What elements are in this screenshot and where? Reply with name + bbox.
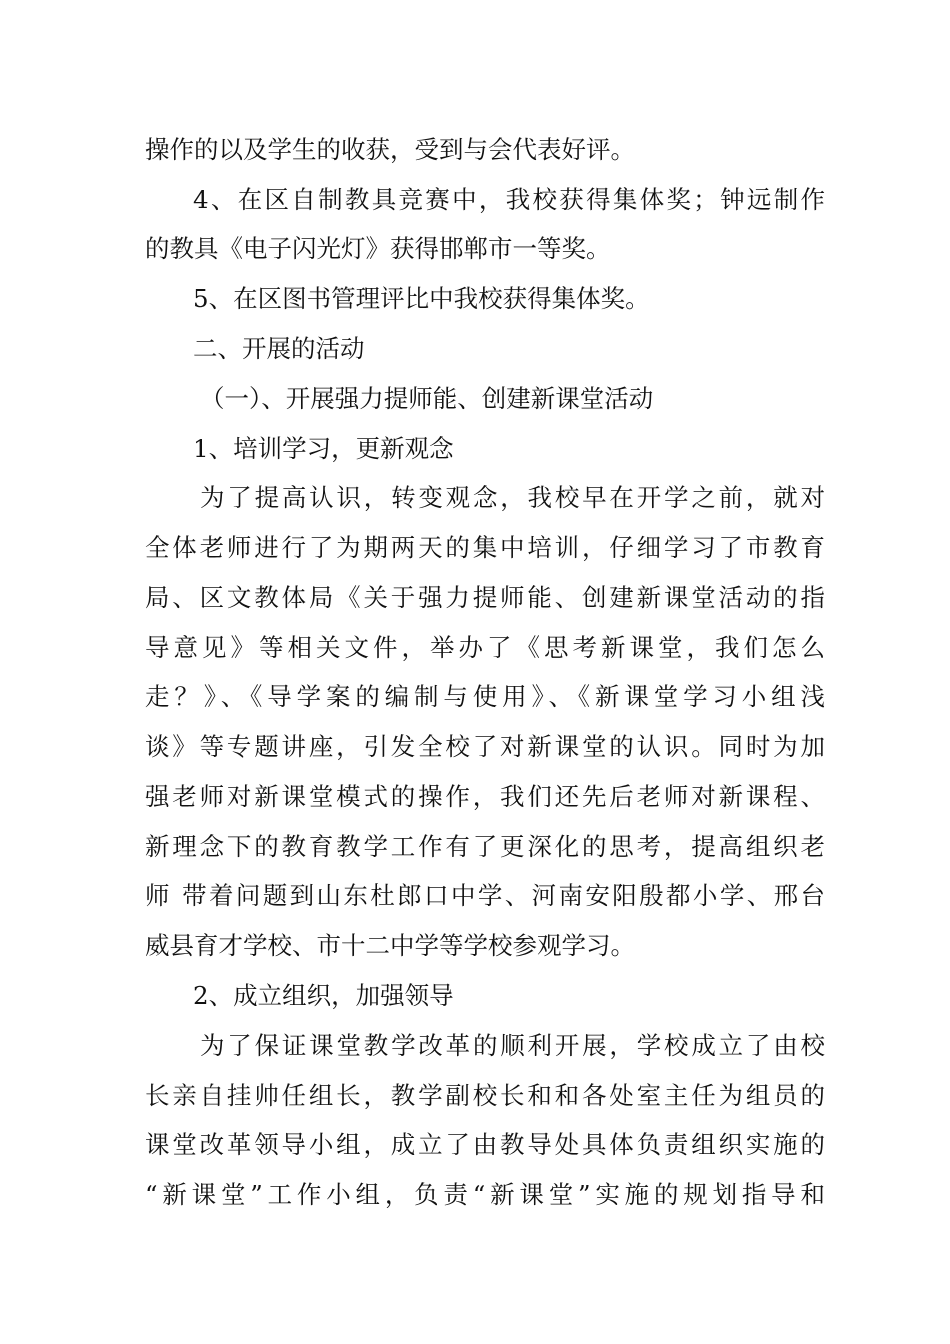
paragraph-line: 为了提高认识，转变观念，我校早在开学之前，就对 (200, 483, 825, 512)
paragraph-line: 师 带着问题到山东杜郎口中学、河南安阳殷都小学、邢台 (145, 881, 825, 910)
paragraph-line: 4、在区自制教具竞赛中，我校获得集体奖；钟远制作 (193, 185, 825, 214)
paragraph-line: 新理念下的教育教学工作有了更深化的思考，提高组织老 (145, 832, 825, 861)
subsection-heading: 1、培训学习，更新观念 (193, 434, 454, 463)
paragraph-line: “新课堂”工作小组，负责“新课堂”实施的规划指导和 (145, 1180, 825, 1209)
section-heading: 二、开展的活动 (193, 334, 365, 363)
paragraph-line: 为了保证课堂教学改革的顺利开展，学校成立了由校 (200, 1031, 825, 1060)
paragraph-line: 谈》等专题讲座，引发全校了对新课堂的认识。同时为加 (145, 732, 825, 761)
paragraph-line: 威县育才学校、市十二中学等学校参观学习。 (145, 931, 635, 960)
paragraph-line: 强老师对新课堂模式的操作，我们还先后老师对新课程、 (145, 782, 825, 811)
paragraph-line: 5、在区图书管理评比中我校获得集体奖。 (193, 284, 650, 313)
paragraph-line: 全体老师进行了为期两天的集中培训，仔细学习了市教育 (145, 533, 825, 562)
paragraph-line: 局、区文教体局《关于强力提师能、创建新课堂活动的指 (145, 583, 825, 612)
paragraph-line: 的教具《电子闪光灯》获得邯郸市一等奖。 (145, 234, 611, 263)
paragraph-line: 导意见》等相关文件，举办了《思考新课堂，我们怎么 (145, 633, 825, 662)
subsection-heading: （一）、开展强力提师能、创建新课堂活动 (200, 384, 654, 413)
paragraph-line: 操作的以及学生的收获，受到与会代表好评。 (145, 135, 635, 164)
paragraph-line: 走？》、《导学案的编制与使用》、《新课堂学习小组浅 (145, 682, 825, 711)
paragraph-line: 课堂改革领导小组，成立了由教导处具体负责组织实施的 (145, 1130, 825, 1159)
paragraph-line: 长亲自挂帅任组长，教学副校长和和各处室主任为组员的 (145, 1081, 825, 1110)
subsection-heading: 2、成立组织，加强领导 (193, 981, 454, 1010)
